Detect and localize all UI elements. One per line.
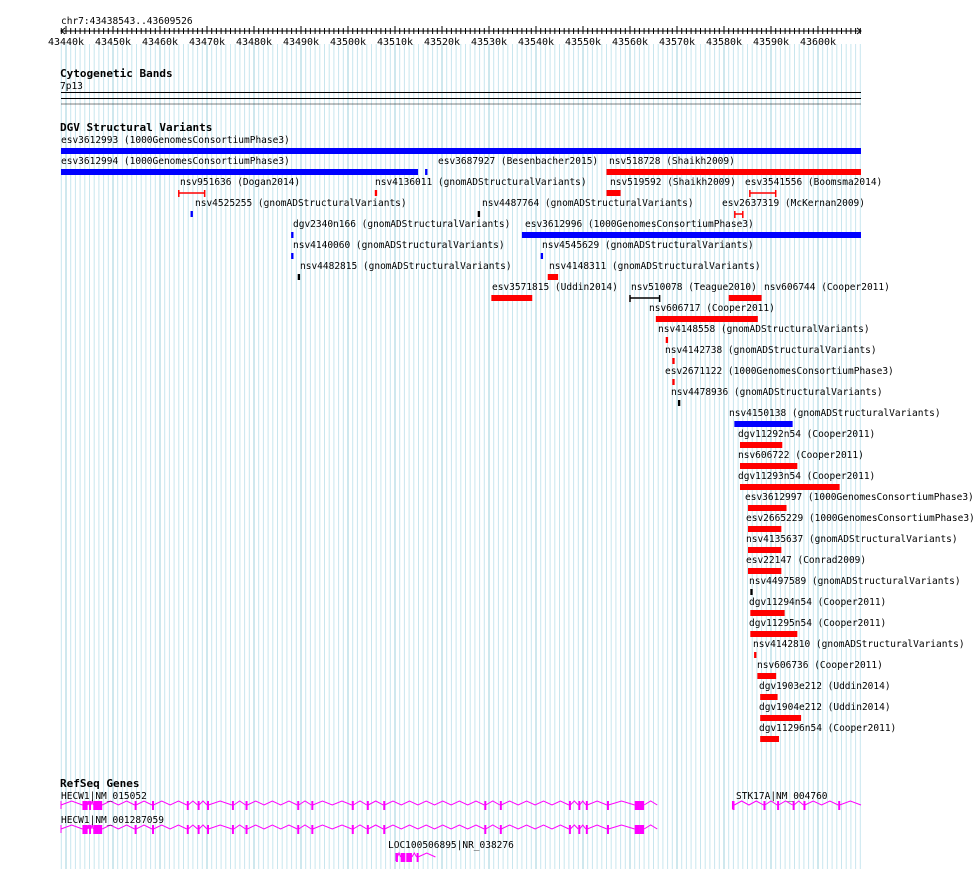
dgv-feature-bar <box>760 715 801 721</box>
gene-exon <box>763 801 765 810</box>
dgv-feature-label[interactable]: nsv4525255 (gnomADStructuralVariants) <box>195 198 407 209</box>
gene-exon <box>569 801 571 810</box>
gene-exon <box>232 825 234 834</box>
dgv-feature-bar <box>425 169 427 175</box>
gene-intron <box>313 825 352 829</box>
dgv-feature-bar <box>298 274 300 280</box>
dgv-feature-label[interactable]: esv2671122 (1000GenomesConsortiumPhase3) <box>665 366 894 377</box>
ruler-tick-label: 43530k <box>470 37 508 48</box>
gene-exon <box>484 801 486 810</box>
ruler-tick-label: 43540k <box>517 37 555 48</box>
gene-exon <box>500 825 502 834</box>
dgv-feature-label[interactable]: nsv4140060 (gnomADStructuralVariants) <box>293 240 505 251</box>
dgv-feature-bar <box>656 316 758 322</box>
cytoband-bar-bottom <box>61 98 861 99</box>
gene-exon <box>82 801 87 810</box>
ruler-tick-label: 43570k <box>658 37 696 48</box>
dgv-feature-bar <box>607 169 862 175</box>
dgv-feature-bar <box>748 547 781 553</box>
gene-exon <box>93 825 102 834</box>
ruler-tick-label: 43560k <box>611 37 649 48</box>
gene-exon <box>607 801 609 810</box>
gene-intron <box>608 801 634 805</box>
gene-exon <box>352 825 354 834</box>
dgv-feature-label[interactable]: nsv606736 (Cooper2011) <box>757 660 883 671</box>
ruler-tick-label: 43550k <box>564 37 602 48</box>
dgv-feature-bar <box>750 589 752 595</box>
dgv-feature-label[interactable]: nsv606744 (Cooper2011) <box>764 282 890 293</box>
dgv-feature-label[interactable]: nsv518728 (Shaikh2009) <box>609 156 735 167</box>
dgv-feature-label[interactable]: nsv4150138 (gnomADStructuralVariants) <box>729 408 941 419</box>
gene-intron <box>353 825 367 829</box>
dgv-feature-bar <box>491 295 532 301</box>
gene-exon <box>569 825 571 834</box>
dgv-feature-label[interactable]: nsv606722 (Cooper2011) <box>738 450 864 461</box>
gene-exon <box>417 853 419 862</box>
dgv-feature-bar <box>740 463 797 469</box>
ruler-tick-label: 43480k <box>235 37 273 48</box>
gene-label[interactable]: HECW1|NM_015052 <box>61 791 147 802</box>
dgv-feature-label[interactable]: nsv4478936 (gnomADStructuralVariants) <box>671 387 883 398</box>
ruler-tick-label: 43460k <box>141 37 179 48</box>
dgv-feature-label[interactable]: esv3571815 (Uddin2014) <box>492 282 618 293</box>
dgv-feature-label[interactable]: dgv1904e212 (Uddin2014) <box>759 702 891 713</box>
dgv-feature-label[interactable]: nsv951636 (Dogan2014) <box>180 177 301 188</box>
gene-exon <box>838 801 840 810</box>
gene-intron <box>644 825 657 829</box>
dgv-feature-label[interactable]: nsv4142810 (gnomADStructuralVariants) <box>753 639 965 650</box>
dgv-feature-label[interactable]: nsv510078 (Teague2010) <box>631 282 757 293</box>
gene-exon <box>401 853 406 862</box>
dgv-feature-label[interactable]: dgv11294n54 (Cooper2011) <box>749 597 887 608</box>
dgv-feature-label[interactable]: esv3687927 (Besenbacher2015) <box>438 156 599 167</box>
dgv-feature-label[interactable]: nsv4135637 (gnomADStructuralVariants) <box>746 534 958 545</box>
gene-label[interactable]: HECW1|NM_001287059 <box>61 815 164 826</box>
gene-intron <box>199 801 207 805</box>
gene-exon <box>500 801 502 810</box>
ruler-tick-label: 43590k <box>752 37 790 48</box>
dgv-feature-bar <box>760 736 779 742</box>
gene-exon <box>803 801 805 810</box>
dgv-track-title[interactable]: DGV Structural Variants <box>60 121 213 134</box>
gene-intron <box>644 801 657 805</box>
dgv-feature-label[interactable]: dgv11293n54 (Cooper2011) <box>738 471 876 482</box>
dgv-feature-label[interactable]: dgv11292n54 (Cooper2011) <box>738 429 876 440</box>
gene-exon <box>82 825 87 834</box>
ruler-tick-label: 43510k <box>376 37 414 48</box>
gene-intron <box>486 825 500 829</box>
gene-exon <box>383 801 385 810</box>
gene-exon <box>352 801 354 810</box>
dgv-feature-bar <box>734 421 792 427</box>
cytoband-label: 7p13 <box>60 81 83 92</box>
dgv-feature-label[interactable]: nsv4497589 (gnomADStructuralVariants) <box>749 576 961 587</box>
dgv-feature-label[interactable]: dgv1903e212 (Uddin2014) <box>759 681 891 692</box>
position-readout: chr7:43438543..43609526 <box>61 16 193 27</box>
ruler-tick-label: 43500k <box>329 37 367 48</box>
gene-intron <box>570 825 578 829</box>
dgv-feature-label[interactable]: nsv4148558 (gnomADStructuralVariants) <box>658 324 870 335</box>
gene-exon <box>89 801 91 810</box>
gene-intron <box>608 825 634 829</box>
gene-exon <box>135 825 137 834</box>
ruler-tick-label: 43450k <box>94 37 132 48</box>
dgv-feature-bar <box>678 400 680 406</box>
gene-exon <box>297 825 299 834</box>
gene-exon <box>586 825 588 834</box>
gene-exon <box>152 801 154 810</box>
dgv-feature-bar <box>750 610 784 616</box>
dgv-feature-label[interactable]: nsv4148311 (gnomADStructuralVariants) <box>549 261 761 272</box>
gene-exon <box>383 825 385 834</box>
gene-exon <box>89 825 91 834</box>
dgv-feature-bar <box>541 253 543 259</box>
gene-exon <box>207 801 209 810</box>
gene-exon <box>246 825 248 834</box>
dgv-feature-bar <box>760 694 777 700</box>
gene-exon <box>207 825 209 834</box>
dgv-feature-bar <box>748 505 787 511</box>
ruler-tick-label: 43600k <box>799 37 837 48</box>
dgv-feature-bar <box>748 568 781 574</box>
gene-exon <box>793 801 795 810</box>
gene-exon <box>311 825 313 834</box>
dgv-feature-label[interactable]: esv22147 (Conrad2009) <box>746 555 867 566</box>
dgv-feature-bar <box>754 652 756 658</box>
dgv-feature-bar <box>61 148 861 154</box>
dgv-feature-bar <box>61 169 418 175</box>
gene-exon <box>187 825 189 834</box>
dgv-feature-label[interactable]: dgv2340n166 (gnomADStructuralVariants) <box>293 219 511 230</box>
gene-intron <box>199 825 207 829</box>
gene-label[interactable]: STK17A|NM_004760 <box>736 791 828 802</box>
dgv-feature-bar <box>748 526 781 532</box>
dgv-feature-bar <box>522 232 861 238</box>
dgv-feature-bar <box>740 484 840 490</box>
ruler-tick-label: 43580k <box>705 37 743 48</box>
gene-exon <box>246 801 248 810</box>
dgv-feature-label[interactable]: nsv4482815 (gnomADStructuralVariants) <box>300 261 512 272</box>
dgv-feature-bar <box>729 295 762 301</box>
ruler-tick-label: 43470k <box>188 37 226 48</box>
gene-exon <box>607 825 609 834</box>
gene-exon <box>635 825 644 834</box>
dgv-feature-label[interactable]: esv3612997 (1000GenomesConsortiumPhase3) <box>745 492 974 503</box>
gene-intron <box>353 801 367 805</box>
dgv-feature-label[interactable]: dgv11295n54 (Cooper2011) <box>749 618 887 629</box>
gene-intron <box>501 825 569 829</box>
dgv-feature-bar <box>750 631 797 637</box>
dgv-feature-bar <box>291 253 293 259</box>
gene-exon <box>635 801 644 810</box>
dgv-feature-label[interactable]: nsv4136011 (gnomADStructuralVariants) <box>375 177 587 188</box>
dgv-feature-label[interactable]: nsv519592 (Shaikh2009) <box>610 177 736 188</box>
gene-intron <box>840 801 861 805</box>
dgv-feature-bar <box>375 190 377 196</box>
gene-exon <box>232 801 234 810</box>
gene-exon <box>586 801 588 810</box>
gene-exon <box>311 801 313 810</box>
dgv-feature-label[interactable]: dgv11296n54 (Cooper2011) <box>759 723 897 734</box>
dgv-feature-bar <box>291 232 293 238</box>
gene-intron <box>570 801 578 805</box>
cytoband-track-title[interactable]: Cytogenetic Bands <box>60 67 173 80</box>
gene-exon <box>406 853 412 862</box>
gene-intron <box>501 801 569 805</box>
cytoband-bar-top <box>61 92 861 93</box>
dgv-feature-bar <box>757 673 776 679</box>
dgv-feature-label[interactable]: esv3541556 (Boomsma2014) <box>745 177 883 188</box>
gene-intron <box>486 801 500 805</box>
dgv-feature-label[interactable]: esv3612996 (1000GenomesConsortiumPhase3) <box>525 219 754 230</box>
gene-exon <box>152 825 154 834</box>
dgv-feature-label[interactable]: nsv606717 (Cooper2011) <box>649 303 775 314</box>
dgv-feature-label[interactable]: esv3612994 (1000GenomesConsortiumPhase3) <box>61 156 290 167</box>
gene-exon <box>198 825 200 834</box>
dgv-feature-label[interactable]: nsv4545629 (gnomADStructuralVariants) <box>542 240 754 251</box>
gene-exon <box>198 801 200 810</box>
dgv-feature-bar <box>191 211 193 217</box>
dgv-feature-bar <box>666 337 668 343</box>
dgv-feature-label[interactable]: esv2637319 (McKernan2009) <box>722 198 865 209</box>
gene-exon <box>297 801 299 810</box>
gene-exon <box>187 801 189 810</box>
gene-exon <box>484 825 486 834</box>
gene-exon <box>578 801 580 810</box>
dgv-feature-label[interactable]: nsv4487764 (gnomADStructuralVariants) <box>482 198 694 209</box>
dgv-feature-bar <box>672 379 674 385</box>
dgv-feature-bar <box>740 442 782 448</box>
gene-exon <box>367 825 369 834</box>
gene-exon <box>93 801 102 810</box>
dgv-feature-bar <box>478 211 480 217</box>
dgv-feature-bar <box>548 274 558 280</box>
dgv-feature-label[interactable]: esv2665229 (1000GenomesConsortiumPhase3) <box>746 513 975 524</box>
dgv-feature-label[interactable]: nsv4142738 (gnomADStructuralVariants) <box>665 345 877 356</box>
ruler-tick-label: 43490k <box>282 37 320 48</box>
gene-intron <box>153 801 186 805</box>
dgv-feature-bar <box>672 358 674 364</box>
gene-exon <box>135 801 137 810</box>
ruler-tick-label: 43520k <box>423 37 461 48</box>
gene-exon <box>578 825 580 834</box>
refseq-track-title[interactable]: RefSeq Genes <box>60 777 140 790</box>
gene-label[interactable]: LOC100506895|NR_038276 <box>388 840 514 851</box>
gene-exon <box>367 801 369 810</box>
dgv-feature-label[interactable]: esv3612993 (1000GenomesConsortiumPhase3) <box>61 135 290 146</box>
dgv-feature-bar <box>607 190 621 196</box>
gene-exon <box>777 801 779 810</box>
gene-intron <box>313 801 352 805</box>
ruler-tick-label: 43440k <box>47 37 85 48</box>
